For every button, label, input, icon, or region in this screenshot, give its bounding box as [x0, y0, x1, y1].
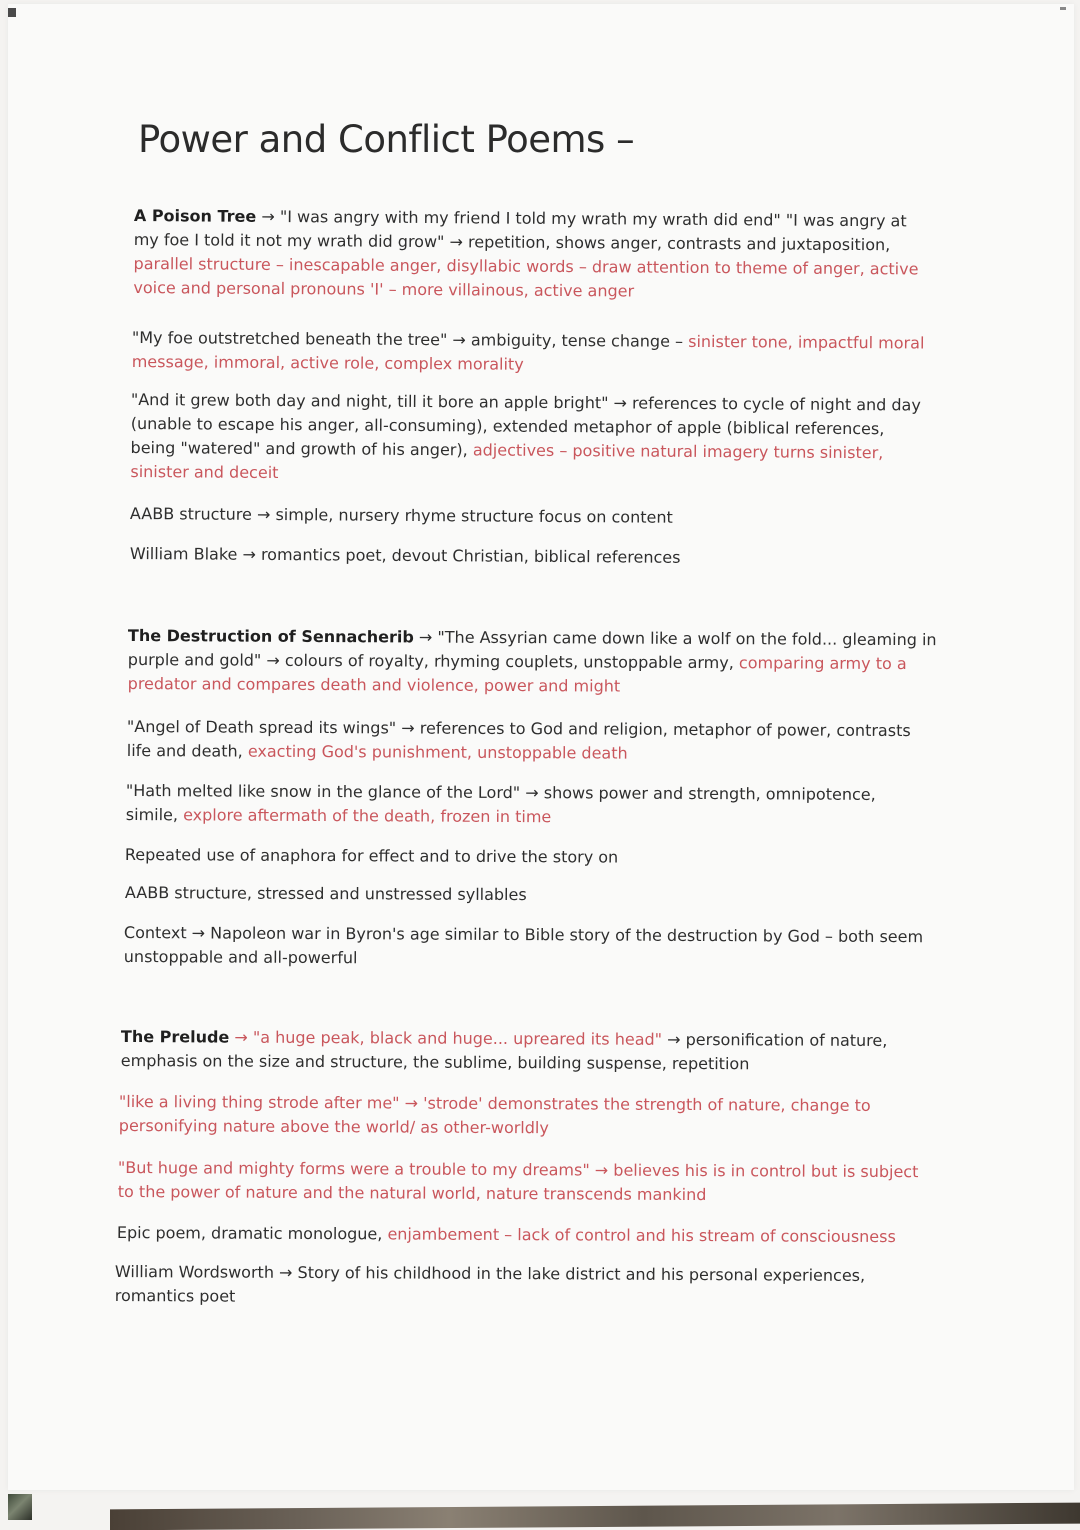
sennacherib-anaphora [125, 843, 925, 871]
sennacherib-note [127, 715, 927, 767]
note-analysis: parallel structure – inescapable anger, disyllabic words – draw attention to theme of anger, active voice and personal pronouns 'I' – more villainous, active anger [133, 253, 919, 301]
note-analysis: enjambement – lack of control and his stream of consciousness [387, 1224, 896, 1247]
prelude-context [115, 1260, 905, 1312]
sennacherib-structure [125, 881, 925, 909]
scan-corner-mark-right [1060, 7, 1066, 10]
prelude-note [118, 1156, 928, 1208]
note-analysis: comparing army to a predator and compares death and violence, power and might [127, 653, 907, 696]
poem-title-prelude: The Prelude [120, 1027, 230, 1047]
note-text: Repeated use of anaphora for effect and to drive the story on [124, 845, 619, 867]
poison-tree-note [132, 326, 932, 380]
note-text: "And it grew both day and night, till it bore an apple bright" → references to cycle of night and day (unable to escape his anger, all-consuming), extended metaphor of apple (biblical references, being "watered" and growth of his anger), [130, 389, 921, 460]
note-text: AABB structure → simple, nursery rhyme structure focus on content [129, 503, 673, 527]
prelude-intro [121, 1025, 911, 1077]
sennacherib-note [126, 779, 906, 831]
prelude-note [119, 1090, 909, 1142]
note-analysis: "like a living thing strode after me" → 'strode' demonstrates the strength of nature, change to personifying nature above the world/ as other-worldly [118, 1092, 871, 1138]
scan-bottom-edge [110, 1503, 1080, 1530]
page-title: Power and Conflict Poems – [138, 118, 635, 161]
poison-tree-note [130, 388, 931, 490]
note-text: → personification of nature, emphasis on the size and structure, the sublime, building suspense, repetition [120, 1029, 888, 1074]
note-text: → "The Assyrian came down like a wolf on the fold... gleaming in purple and gold" → colours of royalty, rhyming couplets, unstoppable army, [127, 627, 937, 673]
note-quote: → "a huge peak, black and huge... upreared its head" [234, 1027, 663, 1049]
note-analysis: "But huge and mighty forms were a trouble to my dreams" → believes his is in control but is subject to the power of nature and the natural world, nature transcends mankind [117, 1158, 919, 1205]
note-analysis: sinister tone, impactful moral message, immoral, active role, complex morality [131, 331, 925, 374]
note-text: William Wordsworth → Story of his childhood in the lake district and his personal experiences, romantics poet [114, 1262, 866, 1306]
poem-title-poison-tree: A Poison Tree [133, 205, 257, 226]
prelude-form [117, 1221, 917, 1249]
note-text: "Hath melted like snow in the glance of the Lord" → shows power and strength, omnipotence, simile, [125, 781, 876, 825]
note-text: Epic poem, dramatic monologue, [116, 1223, 383, 1244]
scan-background-corner [8, 1494, 32, 1520]
note-text: → "I was angry with my friend I told my wrath my wrath did end" "I was angry at my foe I told it not my wrath did grow" → repetition, shows anger, contrasts and juxtaposition, [133, 206, 907, 255]
sennacherib-intro [128, 624, 938, 700]
scan-corner-mark [8, 8, 16, 17]
poison-tree-intro [133, 204, 934, 306]
note-text: "My foe outstretched beneath the tree" → ambiguity, tense change – [131, 327, 684, 351]
note-text: AABB structure, stressed and unstressed syllables [124, 883, 527, 905]
note-text: William Blake → romantics poet, devout Christian, biblical references [129, 543, 681, 567]
note-analysis: adjectives – positive natural imagery turns sinister, sinister and deceit [130, 440, 884, 483]
note-analysis: explore aftermath of the death, frozen in time [183, 805, 552, 827]
note-text: "Angel of Death spread its wings" → references to God and religion, metaphor of power, contrasts life and death, [126, 717, 911, 761]
sennacherib-context [124, 921, 934, 973]
poem-title-sennacherib: The Destruction of Sennacherib [127, 626, 414, 647]
note-text: Context → Napoleon war in Byron's age similar to Bible story of the destruction by God – both seem unstoppable and all-powerful [123, 923, 924, 968]
note-analysis: exacting God's punishment, unstoppable death [247, 741, 628, 763]
